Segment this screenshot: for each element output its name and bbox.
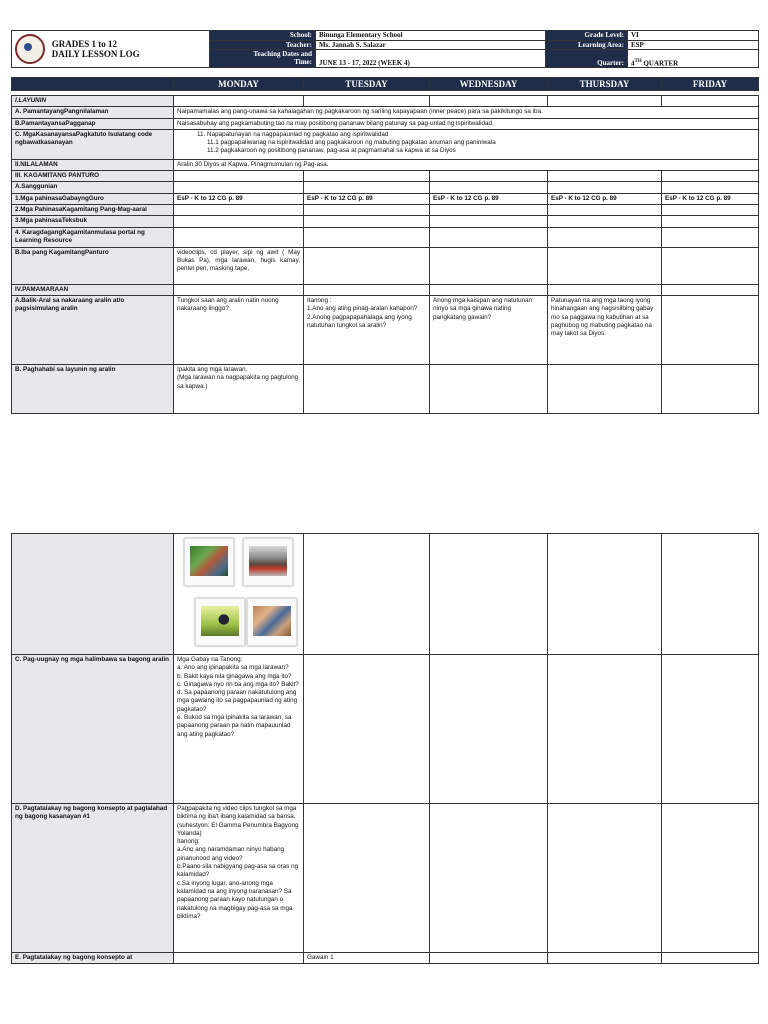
pamantayan-pagganap-label: B.PamantayansaPagganap <box>12 118 174 129</box>
sanggunian-heading: A.Sanggunian <box>12 182 174 193</box>
balik-aral-wednesday: Anong mga kaisipan ang natutunan ninyo sa mga ginawa nating pangkatang gawain? <box>430 295 548 364</box>
teksbuk-label: 3.Mga pahinasaTeksbuk <box>12 216 174 227</box>
area-value: ESP <box>628 40 759 50</box>
photos-label-cell <box>12 534 174 655</box>
lesson-table-2 <box>11 533 759 964</box>
teacher-label: Teacher: <box>210 40 316 50</box>
photos-cell <box>174 534 304 655</box>
guro-ref-friday: EsP - K to 12 CG p. 89 <box>662 193 759 204</box>
kasanayan-label: C. MgaKasanayansaPagkatuto Isulatang code ngbawatkasanayan <box>12 129 174 159</box>
title-line-1: GRADES 1 to 12 <box>51 39 118 49</box>
balik-aral-tuesday: Itanong : 1.Ano ang ating pinag-aralan kahapon? 2.Anong pagpapapahalaga ang iyong natutuhan tungkol sa aralin? <box>304 295 430 364</box>
pamantayang-pangnilalaman-label: A. PamantayangPangnilalaman <box>12 107 174 118</box>
quarter-label: Quarter: <box>546 50 628 68</box>
guro-ref-monday: EsP - K to 12 CG p. 89 <box>174 193 304 204</box>
lesson-log-page-2 <box>11 533 758 964</box>
paghahabi-monday: Ipakita ang mga larawan. (Mga larawan na nagpapakita ng pagtulong sa kapwa.) <box>174 364 304 413</box>
balik-aral-monday: Tungkol saan ang aralin natin noong nakaraang linggo? <box>174 295 304 364</box>
karagdagang-label: 4. KaragdagangKagamitanmulasa portal ng Learning Resource <box>12 227 174 247</box>
lesson-table-1 <box>11 77 759 414</box>
header-table <box>11 30 759 68</box>
days-corner <box>12 78 174 91</box>
day-monday: MONDAY <box>174 78 304 91</box>
quarter-value: 4TH QUARTER <box>628 50 759 68</box>
pag-uugnay-label: C. Pag-uugnay ng mga halimbawa sa bagong aralin <box>12 655 174 804</box>
paghahabi-label: B. Paghahabi sa layunin ng aralin <box>12 364 174 413</box>
gabay-guro-label: 1.Mga pahinasaGabayngGuro <box>12 193 174 204</box>
photo-family-together-icon <box>247 598 297 646</box>
photo-rescue-scene-icon <box>243 538 293 586</box>
balik-aral-label: A.Balik-Aral sa nakaraang aralin at/o pagsisimulang aralin <box>12 295 174 364</box>
pamantayan-pagganap-text: Naisasabuhay ang pagkamabuting tao na may positibong pananaw bilang patunay sa pag-unlad ng ispiritwalidad. <box>174 118 759 129</box>
guro-ref-wednesday: EsP - K to 12 CG p. 89 <box>430 193 548 204</box>
lesson-log-page-1 <box>11 30 758 414</box>
day-friday: FRIDAY <box>662 78 759 91</box>
days-row <box>12 78 759 91</box>
day-tuesday: TUESDAY <box>304 78 430 91</box>
dates-label: Teaching Dates and Time: <box>210 50 316 68</box>
deped-seal-icon <box>15 34 45 64</box>
kasanayan-line-1: 11. Napapatunayan na nagpapaunlad ng pagkatao ang ispiritwalidad <box>197 130 389 138</box>
pag-uugnay-monday: Mga Gabay na Tanong: a. Ano ang ipinapakita sa mga larawan? b. Bakit kaya nila ginagawa ang mga ito? c. Ginagawa nyo rin ba ang mga ito? Bakit? d. Sa papaanong paraan nakatutulong ang mga gawaing ito sa pagpapaunlad ng ating pagkatao? e. Bukod sa mga ipinakita sa larawan, sa papaanong paraan pa natin mapauunlad ang ating pagkatao? <box>174 655 304 804</box>
guro-ref-tuesday: EsP - K to 12 CG p. 89 <box>304 193 430 204</box>
pamamaraan-heading: IV.PAMAMARAAN <box>12 284 174 295</box>
teacher-value: Ms. Jannah S. Salazar <box>316 40 546 50</box>
school-value: Binunga Elementary School <box>316 31 546 41</box>
layunin-heading: I.LAYUNIN <box>12 96 174 107</box>
dates-value: JUNE 13 - 17, 2022 (WEEK 4) <box>316 50 546 68</box>
pagtatalakay-2-tuesday: Gawain 1 <box>304 953 430 964</box>
pamantayang-pangnilalaman-text: Naipamamalas ang pang-unawa sa kahalagahan ng pagkakaroon ng sariling kapayapaan (inner peace) para sa pakikitungo sa iba. <box>174 107 759 118</box>
title-line-2: DAILY LESSON LOG <box>51 49 140 59</box>
guro-ref-thursday: EsP - K to 12 CG p. 89 <box>548 193 662 204</box>
kasanayan-line-2: 11.1 pagpapaliwanag na ispiritwalidad ang pagkakaroon ng mabuting pagkatao anuman ang paniniwala <box>207 139 496 147</box>
balik-aral-thursday: Patunayan na ang mga taong iyong hinahangaan ang nagsisilbing gabay mo sa paggawa ng kabutihan at sa paghubog ng mabuting pagkatao na may takot sa Diyos. <box>548 295 662 364</box>
kasanayan-line-3: 11.2 pagkakaroon ng positibong pananaw, pag-asa at pagmamahal sa kapwa at sa Diyos <box>207 147 456 155</box>
photo-children-helping-icon <box>184 538 234 586</box>
iba-kagamitan-text: videoclips, cd player, sipi ng awit ( May Bukas Pa), mga larawan, hugis kamay, pentel pen, masking tape, <box>174 247 304 284</box>
photo-helping-hand-icon <box>195 598 245 646</box>
area-label: Learning Area: <box>546 40 628 50</box>
iba-kagamitan-label: B.Iba pang KagamitangPanturo <box>12 247 174 284</box>
pagtatalakay-1-label: D. Pagtatalakay ng bagong konsepto at paglalahad ng bagong kasanayan #1 <box>12 804 174 953</box>
header-title-cell <box>12 31 210 68</box>
day-wednesday: WEDNESDAY <box>430 78 548 91</box>
pagtatalakay-2-label: E. Pagtatalakay ng bagong konsepto at <box>12 953 174 964</box>
nilalaman-text: Aralin 30 Diyos at Kapwa, Pinagmumulan ng Pag-asa. <box>174 159 759 170</box>
school-label: School: <box>210 31 316 41</box>
pagtatalakay-1-monday: Pagpapakita ng video clips tungkol sa mga biktima ng iba't ibang kalamidad sa bansa. (suhestyon: El Gamma Penumbra Bagyong Yolanda) Itanong: a.Ano ang naramdaman ninyo habang pinanunood ang video? b.Paano sila nabigyang pag-asa sa oras ng kalamidad? c.Sa inyong lugar, ano-anong mga kalamidad na ang inyong naranasan? Sa papaanong paraan kayo natulungan o nakatulong na magbigay pag-asa sa mga biktima? <box>174 804 304 953</box>
grade-value: VI <box>628 31 759 41</box>
kasanayan-text <box>174 129 759 159</box>
nilalaman-label: II.NILALAMAN <box>12 159 174 170</box>
grade-label: Grade Level: <box>546 31 628 41</box>
kagamitan-heading: III. KAGAMITANG PANTURO <box>12 171 174 182</box>
day-thursday: THURSDAY <box>548 78 662 91</box>
mag-aaral-label: 2.Mga PahinasaKagamitang Pang-Mag-aaral <box>12 205 174 216</box>
